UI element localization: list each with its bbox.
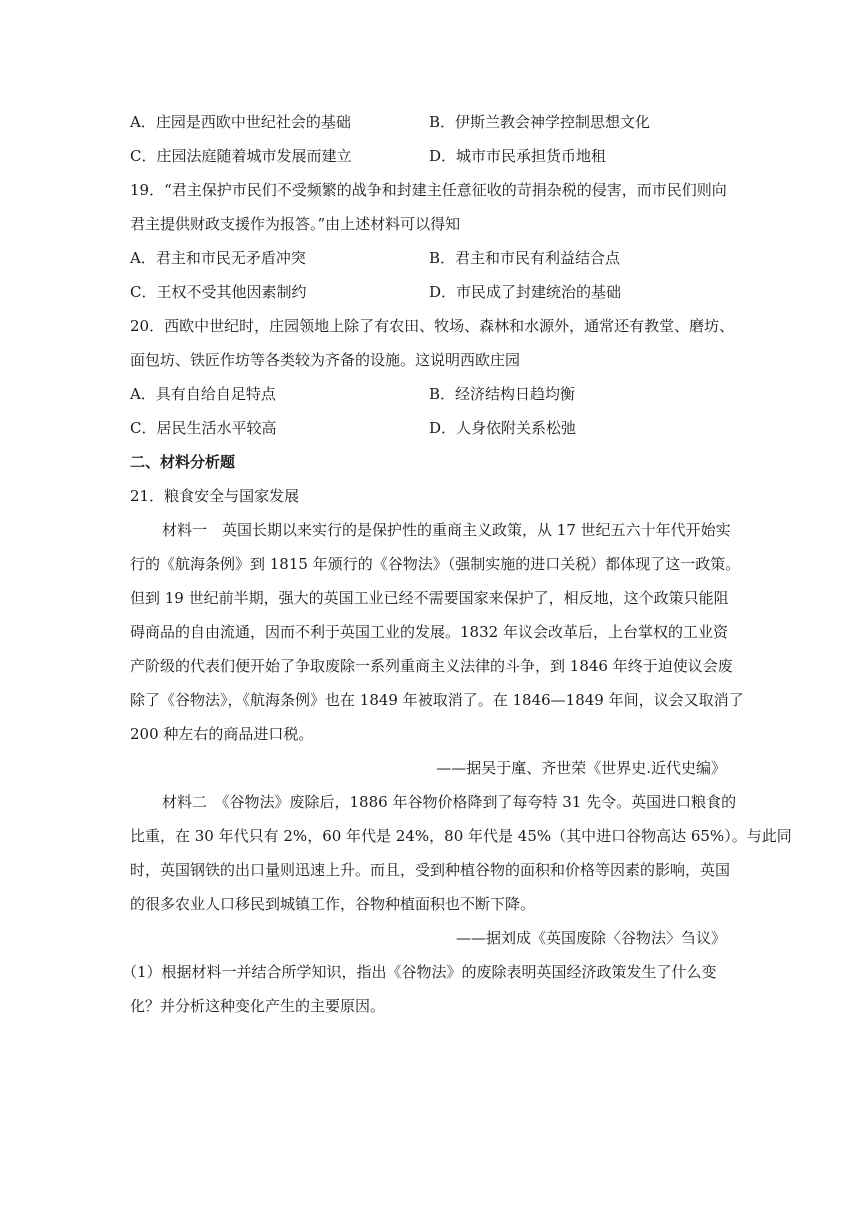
material2-source: ——据刘成《英国废除〈谷物法〉刍议》 bbox=[455, 929, 726, 947]
material1-line: 产阶级的代表们便开始了争取废除一系列重商主义法律的斗争，到 1846 年终于迫使议会废 bbox=[130, 657, 733, 675]
q19-option-a: A．君主和市民无矛盾冲突 bbox=[130, 249, 306, 267]
q20-stem-line-1: 20．西欧中世纪时，庄园领地上除了有农田、牧场、森林和水源外，通常还有教堂、磨坊、 bbox=[130, 317, 735, 335]
material1-source: ——据吴于廑、齐世荣《世界史.近代史编》 bbox=[436, 759, 726, 777]
q19-option-c: C．王权不受其他因素制约 bbox=[130, 283, 307, 301]
q19-option-d: D．市民成了封建统治的基础 bbox=[429, 283, 622, 301]
q20-option-b: B．经济结构日趋均衡 bbox=[429, 385, 576, 403]
subquestion-1-line: （1）根据材料一并结合所学知识，指出《谷物法》的废除表明英国经济政策发生了什么变 bbox=[122, 963, 717, 981]
q19-option-b: B．君主和市民有利益结合点 bbox=[429, 249, 621, 267]
q18-option-c: C．庄园法庭随着城市发展而建立 bbox=[130, 147, 352, 165]
material2-line: 比重，在 30 年代只有 2%，60 年代是 24%，80 年代是 45%（其中进口谷物高达 65%）。与此同 bbox=[130, 827, 792, 845]
material2-line: 时，英国钢铁的出口量则迅速上升。而且，受到种植谷物的面积和价格等因素的影响，英国 bbox=[130, 861, 731, 879]
q20-option-c: C．居民生活水平较高 bbox=[130, 419, 277, 437]
material1-line: 行的《航海条例》到 1815 年颁行的《谷物法》（强制实施的进口关税）都体现了这一政策。 bbox=[130, 555, 741, 573]
q20-option-a: A．具有自给自足特点 bbox=[130, 385, 276, 403]
section-title: 二、材料分析题 bbox=[130, 453, 236, 471]
q21-title: 21．粮食安全与国家发展 bbox=[130, 487, 300, 505]
q20-option-d: D．人身依附关系松弛 bbox=[429, 419, 577, 437]
q18-option-b: B．伊斯兰教会神学控制思想文化 bbox=[429, 113, 651, 131]
material1-line: 200 种左右的商品进口税。 bbox=[130, 725, 314, 743]
material1-line: 碍商品的自由流通，因而不利于英国工业的发展。1832 年议会改革后，上台掌权的工业资 bbox=[130, 623, 728, 641]
q18-option-a: A．庄园是西欧中世纪社会的基础 bbox=[130, 113, 351, 131]
subquestion-1-line: 化？并分析这种变化产生的主要原因。 bbox=[130, 997, 386, 1015]
q20-stem-line-2: 面包坊、铁匠作坊等各类较为齐备的设施。这说明西欧庄园 bbox=[130, 351, 521, 369]
material2-line: 的很多农业人口移民到城镇工作，谷物种植面积也不断下降。 bbox=[130, 895, 536, 913]
material2-line: 材料二 《谷物法》废除后，1886 年谷物价格降到了每夸特 31 先令。英国进口粮食的 bbox=[162, 793, 737, 811]
q19-stem-line-1: 19．“君主保护市民们不受频繁的战争和封建主任意征收的苛捐杂税的侵害，而市民们则向 bbox=[130, 181, 727, 199]
material1-line: 材料一 英国长期以来实行的是保护性的重商主义政策，从 17 世纪五六十年代开始实 bbox=[162, 521, 731, 539]
material1-line: 除了《谷物法》，《航海条例》也在 1849 年被取消了。在 1846—1849 年间，议会又取消了 bbox=[130, 691, 744, 709]
material1-line: 但到 19 世纪前半期，强大的英国工业已经不需要国家来保护了，相反地，这个政策只能阻 bbox=[130, 589, 729, 607]
q18-option-d: D．城市市民承担货币地租 bbox=[429, 147, 607, 165]
q19-stem-line-2: 君主提供财政支援作为报答。”由上述材料可以得知 bbox=[130, 215, 461, 233]
